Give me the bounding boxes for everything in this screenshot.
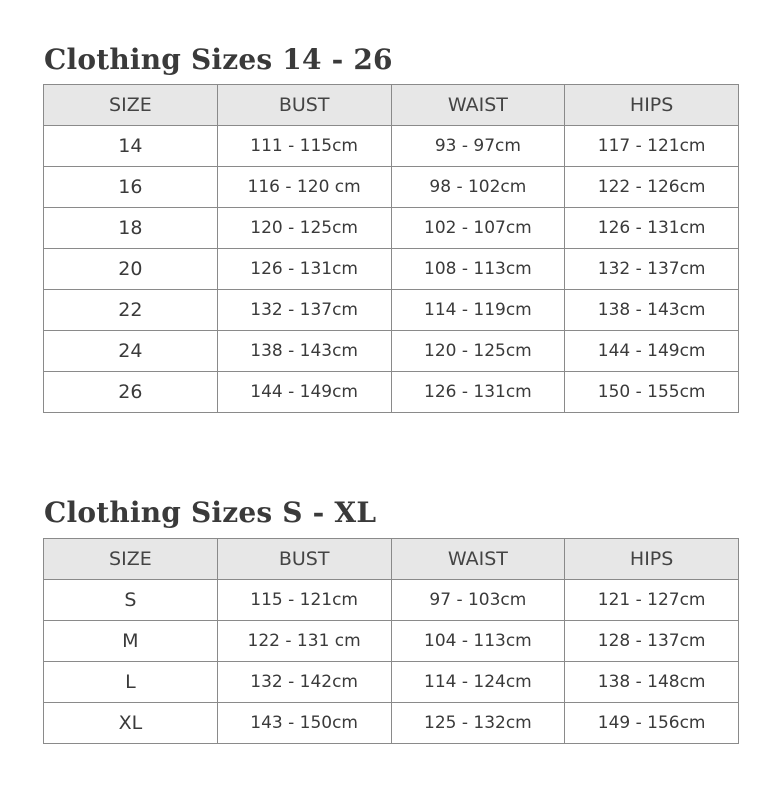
size-chart-table-14-26 bbox=[43, 84, 739, 413]
size-cell: 26 bbox=[44, 372, 218, 413]
table-row bbox=[44, 126, 739, 167]
hips-cell: 117 - 121cm bbox=[565, 126, 739, 167]
table-row bbox=[44, 662, 739, 703]
size-cell: XL bbox=[44, 703, 218, 744]
size-chart-table-s-xl bbox=[43, 538, 739, 744]
bust-cell: 126 - 131cm bbox=[217, 249, 391, 290]
hips-cell: 138 - 148cm bbox=[565, 662, 739, 703]
hips-cell: 122 - 126cm bbox=[565, 167, 739, 208]
bust-cell: 143 - 150cm bbox=[217, 703, 391, 744]
hips-cell: 150 - 155cm bbox=[565, 372, 739, 413]
table-row bbox=[44, 249, 739, 290]
waist-cell: 97 - 103cm bbox=[391, 580, 565, 621]
bust-cell: 122 - 131 cm bbox=[217, 621, 391, 662]
size-cell: M bbox=[44, 621, 218, 662]
waist-cell: 114 - 124cm bbox=[391, 662, 565, 703]
hips-cell: 121 - 127cm bbox=[565, 580, 739, 621]
table-header-row bbox=[44, 85, 739, 126]
hips-cell: 144 - 149cm bbox=[565, 331, 739, 372]
size-cell: 18 bbox=[44, 208, 218, 249]
table-row bbox=[44, 703, 739, 744]
waist-cell: 108 - 113cm bbox=[391, 249, 565, 290]
waist-cell: 126 - 131cm bbox=[391, 372, 565, 413]
waist-cell: 102 - 107cm bbox=[391, 208, 565, 249]
bust-cell: 132 - 142cm bbox=[217, 662, 391, 703]
bust-cell: 111 - 115cm bbox=[217, 126, 391, 167]
waist-cell: 125 - 132cm bbox=[391, 703, 565, 744]
table-row bbox=[44, 580, 739, 621]
column-header-bust: BUST bbox=[217, 539, 391, 580]
waist-cell: 93 - 97cm bbox=[391, 126, 565, 167]
table-row bbox=[44, 372, 739, 413]
table-row bbox=[44, 167, 739, 208]
column-header-waist: WAIST bbox=[391, 85, 565, 126]
bust-cell: 132 - 137cm bbox=[217, 290, 391, 331]
hips-cell: 128 - 137cm bbox=[565, 621, 739, 662]
column-header-hips: HIPS bbox=[565, 539, 739, 580]
bust-cell: 120 - 125cm bbox=[217, 208, 391, 249]
size-cell: 16 bbox=[44, 167, 218, 208]
waist-cell: 104 - 113cm bbox=[391, 621, 565, 662]
table-row bbox=[44, 290, 739, 331]
size-cell: 14 bbox=[44, 126, 218, 167]
waist-cell: 120 - 125cm bbox=[391, 331, 565, 372]
waist-cell: 98 - 102cm bbox=[391, 167, 565, 208]
hips-cell: 126 - 131cm bbox=[565, 208, 739, 249]
table-row bbox=[44, 208, 739, 249]
hips-cell: 132 - 137cm bbox=[565, 249, 739, 290]
column-header-waist: WAIST bbox=[391, 539, 565, 580]
table-row bbox=[44, 621, 739, 662]
size-cell: 22 bbox=[44, 290, 218, 331]
waist-cell: 114 - 119cm bbox=[391, 290, 565, 331]
size-cell: S bbox=[44, 580, 218, 621]
bust-cell: 115 - 121cm bbox=[217, 580, 391, 621]
bust-cell: 144 - 149cm bbox=[217, 372, 391, 413]
table-row bbox=[44, 331, 739, 372]
size-chart-title-14-26: Clothing Sizes 14 - 26 bbox=[44, 43, 393, 76]
bust-cell: 138 - 143cm bbox=[217, 331, 391, 372]
size-cell: L bbox=[44, 662, 218, 703]
column-header-size: SIZE bbox=[44, 85, 218, 126]
hips-cell: 138 - 143cm bbox=[565, 290, 739, 331]
column-header-size: SIZE bbox=[44, 539, 218, 580]
table-header-row bbox=[44, 539, 739, 580]
column-header-hips: HIPS bbox=[565, 85, 739, 126]
column-header-bust: BUST bbox=[217, 85, 391, 126]
size-cell: 20 bbox=[44, 249, 218, 290]
size-cell: 24 bbox=[44, 331, 218, 372]
size-chart-title-s-xl: Clothing Sizes S - XL bbox=[44, 496, 377, 529]
hips-cell: 149 - 156cm bbox=[565, 703, 739, 744]
bust-cell: 116 - 120 cm bbox=[217, 167, 391, 208]
